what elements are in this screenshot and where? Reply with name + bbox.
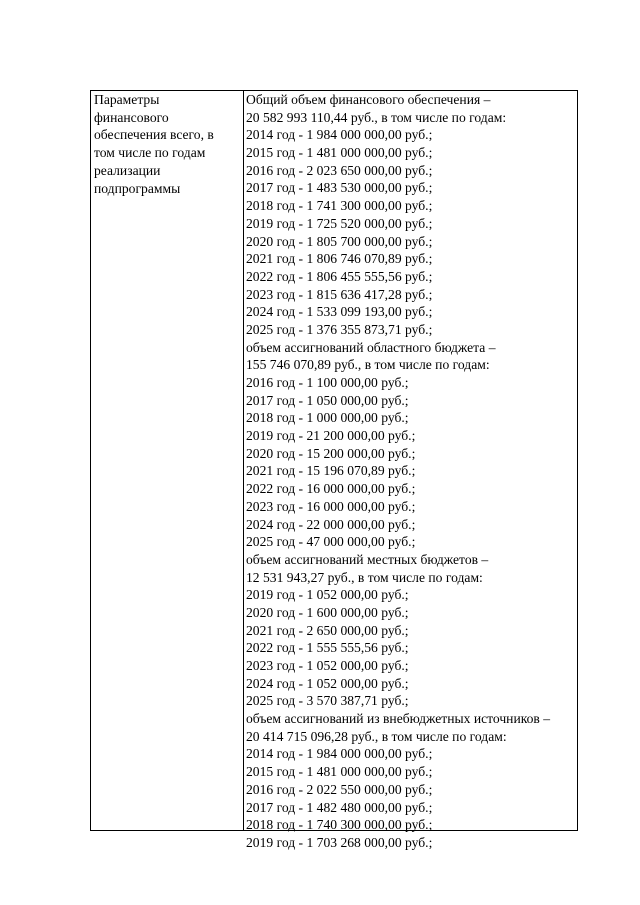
financing-year-line: 2019 год - 1 725 520 000,00 руб.; — [246, 215, 433, 231]
regional-budget-year-line: 2016 год - 1 100 000,00 руб.; — [246, 375, 409, 390]
regional-budget-year-line: 2025 год - 47 000 000,00 руб.; — [246, 534, 416, 550]
financing-year-line: 2016 год - 2 023 650 000,00 руб.; — [246, 162, 433, 178]
financing-year-line: 2014 год - 1 984 000 000,00 руб.; — [246, 127, 433, 143]
extrabudgetary-year-line: 2015 год - 1 481 000 000,00 руб.; — [246, 764, 433, 780]
extrabudgetary-year-line: 2019 год - 1 703 268 000,00 руб.; — [246, 834, 433, 850]
extrabudgetary-year-line: 2016 год - 2 022 550 000,00 руб.; — [246, 781, 433, 797]
financing-total-heading: Общий объем финансового обеспечения – — [246, 92, 491, 107]
local-budget-year-line: 2025 год - 3 570 387,71 руб.; — [246, 693, 409, 709]
local-budget-year-line: 2022 год - 1 555 555,56 руб.; — [246, 640, 409, 656]
parameter-label-line: обеспечения всего, в — [94, 127, 214, 143]
financing-year-line: 2024 год - 1 533 099 193,00 руб.; — [246, 304, 433, 320]
financing-year-line: 2017 год - 1 483 530 000,00 руб.; — [246, 180, 433, 196]
column-divider — [243, 91, 244, 830]
extrabudgetary-amount: 20 414 715 096,28 руб., в том числе по годам: — [246, 728, 507, 744]
local-budget-year-line: 2024 год - 1 052 000,00 руб.; — [246, 675, 409, 691]
local-budget-year-line: 2021 год - 2 650 000,00 руб.; — [246, 622, 409, 638]
parameter-label-line: реализации — [94, 162, 161, 178]
extrabudgetary-year-line: 2018 год - 1 740 300 000,00 руб.; — [246, 817, 433, 833]
financing-year-line: 2020 год - 1 805 700 000,00 руб.; — [246, 233, 433, 249]
regional-budget-year-line: 2019 год - 21 200 000,00 руб.; — [246, 428, 416, 444]
regional-budget-amount: 155 746 070,89 руб., в том числе по годам: — [246, 357, 490, 373]
financing-year-line: 2025 год - 1 376 355 873,71 руб.; — [246, 321, 433, 337]
financing-table — [90, 90, 578, 850]
financing-year-line: 2018 год - 1 741 300 000,00 руб.; — [246, 198, 433, 214]
extrabudgetary-year-line: 2014 год - 1 984 000 000,00 руб.; — [246, 746, 433, 762]
regional-budget-year-line: 2022 год - 16 000 000,00 руб.; — [246, 481, 416, 497]
parameter-label-line: Параметры — [94, 92, 160, 107]
financing-total-amount: 20 582 993 110,44 руб., в том числе по годам: — [246, 109, 507, 125]
financing-year-line: 2023 год - 1 815 636 417,28 руб.; — [246, 286, 433, 302]
parameter-label-line: финансового — [94, 109, 169, 125]
financing-year-line: 2015 год - 1 481 000 000,00 руб.; — [246, 145, 433, 161]
regional-budget-year-line: 2020 год - 15 200 000,00 руб.; — [246, 445, 416, 461]
regional-budget-heading: объем ассигнований областного бюджета – — [246, 339, 496, 355]
local-budget-heading: объем ассигнований местных бюджетов – — [246, 551, 489, 567]
financing-year-line: 2022 год - 1 806 455 555,56 руб.; — [246, 268, 433, 284]
regional-budget-year-line: 2021 год - 15 196 070,89 руб.; — [246, 463, 416, 479]
local-budget-year-line: 2019 год - 1 052 000,00 руб.; — [246, 587, 409, 603]
local-budget-year-line: 2020 год - 1 600 000,00 руб.; — [246, 604, 409, 620]
regional-budget-year-line: 2023 год - 16 000 000,00 руб.; — [246, 498, 416, 514]
parameter-label-line: том числе по годам — [94, 145, 206, 161]
regional-budget-year-line: 2024 год - 22 000 000,00 руб.; — [246, 516, 416, 532]
local-budget-year-line: 2023 год - 1 052 000,00 руб.; — [246, 658, 409, 673]
extrabudgetary-year-line: 2017 год - 1 482 480 000,00 руб.; — [246, 799, 433, 815]
extrabudgetary-heading: объем ассигнований из внебюджетных источников – — [246, 711, 551, 727]
parameter-label-line: подпрограммы — [94, 180, 181, 196]
regional-budget-year-line: 2017 год - 1 050 000,00 руб.; — [246, 392, 409, 408]
regional-budget-year-line: 2018 год - 1 000 000,00 руб.; — [246, 410, 409, 426]
financing-details-cell — [246, 91, 576, 852]
local-budget-amount: 12 531 943,27 руб., в том числе по годам: — [246, 569, 483, 585]
parameter-label-cell — [94, 91, 240, 197]
financing-year-line: 2021 год - 1 806 746 070,89 руб.; — [246, 251, 433, 267]
